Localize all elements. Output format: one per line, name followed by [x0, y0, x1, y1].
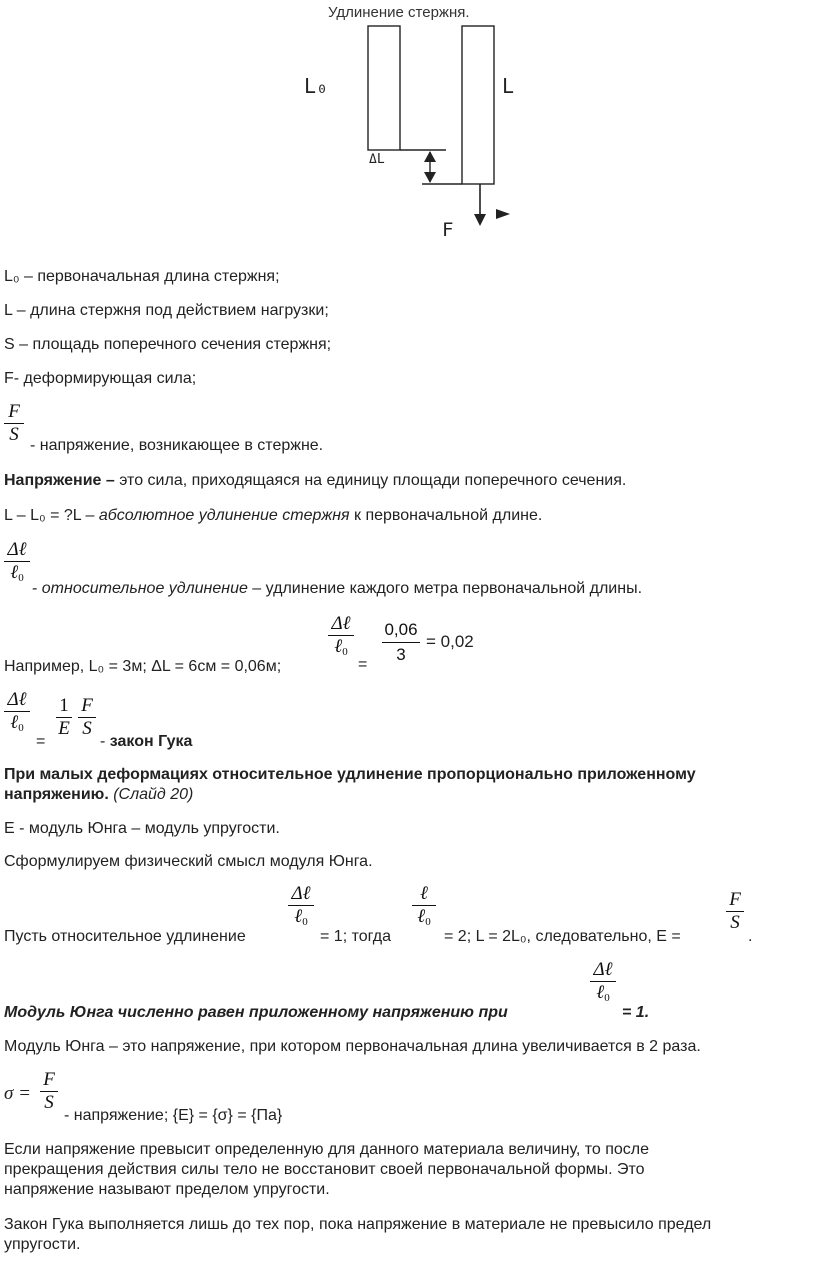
- young-l4b: = 1.: [622, 1004, 650, 1021]
- sigma-fraction-F-S: F S: [40, 1070, 58, 1113]
- limit-p5: упругости.: [4, 1236, 81, 1253]
- fraction-dl-over-l0: Δℓ ℓ$_0$: [4, 540, 30, 588]
- young-l5: Модуль Юнга – это напряжение, при котором первоначальная длина увеличивается в 2 раза.: [4, 1038, 701, 1055]
- hooke-label: - закон Гука: [100, 733, 193, 750]
- young-l3b: = 1; тогда: [320, 928, 391, 945]
- label-F: F: [442, 219, 454, 241]
- young-fraction-dl-l0: Δℓ ℓ$_0$: [288, 884, 314, 932]
- label-L: L: [502, 74, 515, 98]
- young-l4a: Модуль Юнга численно равен приложенному напряжению при: [4, 1004, 508, 1021]
- young-fraction-F-S: F S: [726, 890, 744, 933]
- principle-line2: напряжению. (Слайд 20): [4, 786, 194, 803]
- hooke-eq: =: [36, 733, 46, 750]
- delta-arrow-down: [424, 172, 436, 183]
- hooke-fraction-F-over-S: F S: [78, 696, 96, 739]
- young-fraction-l-l0: ℓ ℓ$_0$: [412, 884, 436, 932]
- example-fraction-dl-l0: Δℓ ℓ$_0$: [328, 614, 354, 662]
- sigma-text: - напряжение; {E} = {σ} = {Па}: [64, 1107, 283, 1124]
- hooke-fraction-1-over-E: 1 E: [56, 696, 72, 739]
- young-fraction2-dl-l0: Δℓ ℓ$_0$: [590, 960, 616, 1008]
- def-L: L – длина стержня под действием нагрузки;: [4, 302, 329, 319]
- rod-diagram: [290, 20, 530, 250]
- label-L0: L₀: [304, 74, 329, 98]
- def-stress: - напряжение, возникающее в стержне.: [30, 437, 324, 454]
- force-arrow-side: [496, 209, 510, 219]
- relative-elongation: - относительное удлинение – удлинение каждого метра первоначальной длины.: [32, 580, 643, 597]
- limit-p1: Если напряжение превысит определенную для данного материала величину, то после: [4, 1141, 650, 1158]
- limit-p4: Закон Гука выполняется лишь до тех пор, пока напряжение в материале не превысило предел: [4, 1216, 712, 1233]
- delta-arrow-up: [424, 151, 436, 162]
- absolute-elongation: L – L₀ = ?L – абсолютное удлинение стержня к первоначальной длине.: [4, 507, 543, 524]
- example-eq: =: [358, 656, 368, 673]
- stress-definition: Напряжение – это сила, приходящаяся на единицу площади поперечного сечения.: [4, 472, 627, 489]
- def-F: F- деформирующая сила;: [4, 370, 197, 387]
- example-numeric-fraction: 0,06 3: [382, 620, 420, 665]
- young-meaning: Сформулируем физический смысл модуля Юнга.: [4, 853, 373, 870]
- limit-p3: напряжение называют пределом упругости.: [4, 1181, 330, 1198]
- fraction-F-over-S: F S: [4, 402, 24, 445]
- label-delta-L: ΔL: [369, 152, 385, 167]
- hooke-fraction-dl-l0: Δℓ ℓ$_0$: [4, 690, 30, 738]
- rod-original: [368, 26, 400, 150]
- def-L0: L₀ – первоначальная длина стержня;: [4, 268, 280, 285]
- sigma-symbol: σ =: [4, 1083, 31, 1104]
- rod-stretched: [462, 26, 494, 184]
- example-text: Например, L₀ = 3м; ΔL = 6см = 0,06м;: [4, 658, 282, 675]
- force-arrow-head: [474, 214, 486, 226]
- limit-p2: прекращения действия силы тело не восстановит своей первоначальной формы. Это: [4, 1161, 645, 1178]
- young-l3d: .: [748, 928, 753, 945]
- young-l3c: = 2; L = 2L₀, следовательно, E =: [444, 928, 681, 945]
- young-modulus-def: Е - модуль Юнга – модуль упругости.: [4, 820, 280, 837]
- young-l3a: Пусть относительное удлинение: [4, 928, 246, 945]
- figure-caption: Удлинение стержня.: [328, 4, 470, 21]
- def-S: S – площадь поперечного сечения стержня;: [4, 336, 332, 353]
- principle-line1: При малых деформациях относительное удлинение пропорционально приложенному: [4, 766, 696, 783]
- example-result: = 0,02: [426, 632, 474, 651]
